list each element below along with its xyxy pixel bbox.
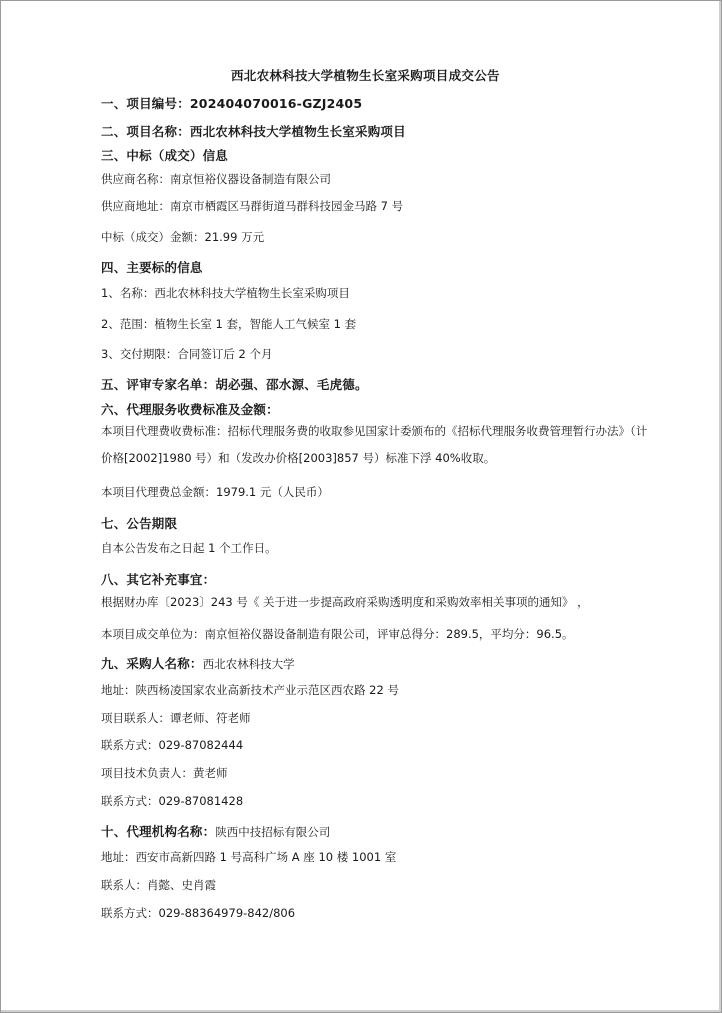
supplement-score: 本项目成交单位为：南京恒裕仪器设备制造有限公司，评审总得分：289.5，平均分：96.5。 bbox=[101, 627, 574, 641]
purchaser-tech-lead: 项目技术负责人：黄老师 bbox=[101, 766, 228, 780]
period-text: 自本公告发布之日起 1 个工作日。 bbox=[101, 541, 277, 555]
project-name-label: 二、项目名称： bbox=[101, 124, 190, 139]
agency-name: 陕西中技招标有限公司 bbox=[215, 825, 331, 839]
agency-address: 地址：西安市高新四路 1 号高科广场 A 座 10 楼 1001 室 bbox=[101, 850, 397, 864]
agency-contacts: 联系人：肖懿、史肖霞 bbox=[101, 878, 216, 892]
supplier-name: 供应商名称：南京恒裕仪器设备制造有限公司 bbox=[101, 172, 331, 186]
section-period-heading: 七、公告期限 bbox=[101, 516, 178, 531]
purchaser-phone-2: 联系方式：029-87081428 bbox=[101, 794, 244, 808]
agency-label: 十、代理机构名称： bbox=[101, 824, 216, 839]
project-name-value: 西北农林科技大学植物生长室采购项目 bbox=[189, 124, 406, 139]
section-project-number bbox=[101, 94, 362, 112]
section-purchaser bbox=[101, 654, 295, 672]
supplement-basis: 根据财办库〔2023〕243 号《 关于进一步提高政府采购透明度和采购效率相关事项的通知》 ， bbox=[101, 595, 589, 609]
section-fee-heading: 六、代理服务收费标准及金额： bbox=[101, 402, 279, 417]
purchaser-contacts: 项目联系人：谭老师、符老师 bbox=[101, 711, 251, 725]
project-number-value: 202404070016-GZJ2405 bbox=[189, 96, 363, 111]
supplier-address: 供应商地址：南京市栖霞区马群街道马群科技园金马路 7 号 bbox=[101, 199, 404, 213]
purchaser-name: 西北农林科技大学 bbox=[202, 657, 295, 671]
subject-item-name: 1、名称：西北农林科技大学植物生长室采购项目 bbox=[101, 286, 350, 300]
section-subject-heading: 四、主要标的信息 bbox=[101, 260, 203, 275]
section-award-heading: 三、中标（成交）信息 bbox=[101, 148, 229, 163]
section-experts: 五、评审专家名单：胡必强、邵水源、毛虎德。 bbox=[101, 377, 368, 392]
fee-total: 本项目代理费总金额：1979.1 元（人民币） bbox=[101, 485, 329, 499]
section-supplement-heading: 八、其它补充事宜： bbox=[101, 572, 216, 587]
purchaser-address: 地址：陕西杨凌国家农业高新技术产业示范区西农路 22 号 bbox=[101, 683, 399, 697]
purchaser-label: 九、采购人名称： bbox=[101, 656, 203, 671]
section-project-name bbox=[101, 122, 406, 140]
project-number-label: 一、项目编号： bbox=[101, 96, 190, 111]
subject-item-delivery: 3、交付期限：合同签订后 2 个月 bbox=[101, 347, 273, 361]
agency-phone: 联系方式：029-88364979-842/806 bbox=[101, 906, 296, 920]
section-agency bbox=[101, 822, 330, 840]
fee-standard: 本项目代理费收费标准：招标代理服务费的收取参见国家计委颁布的《招标代理服务收费管理暂行办法》（计价格[2002]1980 号）和（发改办价格[2003]857 号）标准下浮 40%收取。 bbox=[101, 424, 648, 465]
award-amount: 中标（成交）金额：21.99 万元 bbox=[101, 230, 265, 244]
subject-item-scope: 2、范围：植物生长室 1 套，智能人工气候室 1 套 bbox=[101, 317, 357, 331]
document-title: 西北农林科技大学植物生长室采购项目成交公告 bbox=[231, 68, 500, 83]
purchaser-phone-1: 联系方式：029-87082444 bbox=[101, 738, 244, 752]
